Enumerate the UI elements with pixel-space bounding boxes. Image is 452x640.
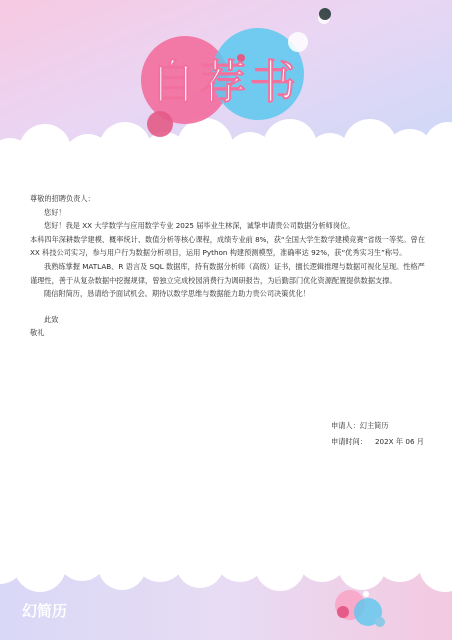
watermark-text: 幻简历 bbox=[22, 602, 68, 620]
bottom-clouds bbox=[0, 430, 452, 592]
signature-block bbox=[331, 418, 424, 450]
closing-jing-li: 敬礼 bbox=[30, 328, 45, 338]
salutation: 尊敬的招聘负责人： bbox=[30, 194, 95, 203]
small-pink-circle bbox=[147, 111, 173, 137]
applicant-name: 幻主简历 bbox=[359, 421, 389, 430]
date-label: 申请时间： bbox=[331, 437, 367, 446]
date-row bbox=[331, 434, 424, 450]
applicant-label: 申请人： bbox=[331, 421, 360, 430]
letter-body bbox=[30, 192, 428, 340]
date-value: 202X 年 06 月 bbox=[374, 437, 424, 446]
paragraph-experience: 本科四年深耕数学建模、概率统计、数值分析等核心课程，成绩专业前 8%，获“全国大学生数学建模竞赛”省级一等奖。曾在 XX 科技公司实习，参与用户行为数据分析项目，运用 Python 构建预测模型，准确率达 92%，获“优秀实习生”称号。 bbox=[30, 234, 425, 258]
applicant-row bbox=[331, 418, 424, 434]
header-title: 自荐书 bbox=[150, 55, 300, 109]
closing-ci-zhi: 此致 bbox=[44, 314, 59, 324]
brand-watermark bbox=[22, 596, 74, 624]
paragraph-intro: 您好！我是 XX 大学数学与应用数学专业 2025 届毕业生林深，诚挚申请贵公司数据分析师岗位。 bbox=[44, 221, 355, 231]
greeting: 您好！ bbox=[44, 207, 66, 217]
small-white-circle bbox=[288, 32, 308, 52]
dark-dot bbox=[319, 8, 331, 20]
paragraph-skills: 我熟练掌握 MATLAB、R 语言及 SQL 数据库，持有数据分析师（高级）证书，擅长逻辑推理与数据可视化呈现。性格严谨理性，善于从复杂数据中挖掘规律，曾独立完成校园消费行为调研报告，为后勤部门优化资源配置提供数据支撑。 bbox=[30, 261, 425, 285]
paragraph-closing-request: 随信附简历，恳请给予面试机会。期待以数学思维与数据能力助力贵公司决策优化！ bbox=[44, 289, 310, 299]
